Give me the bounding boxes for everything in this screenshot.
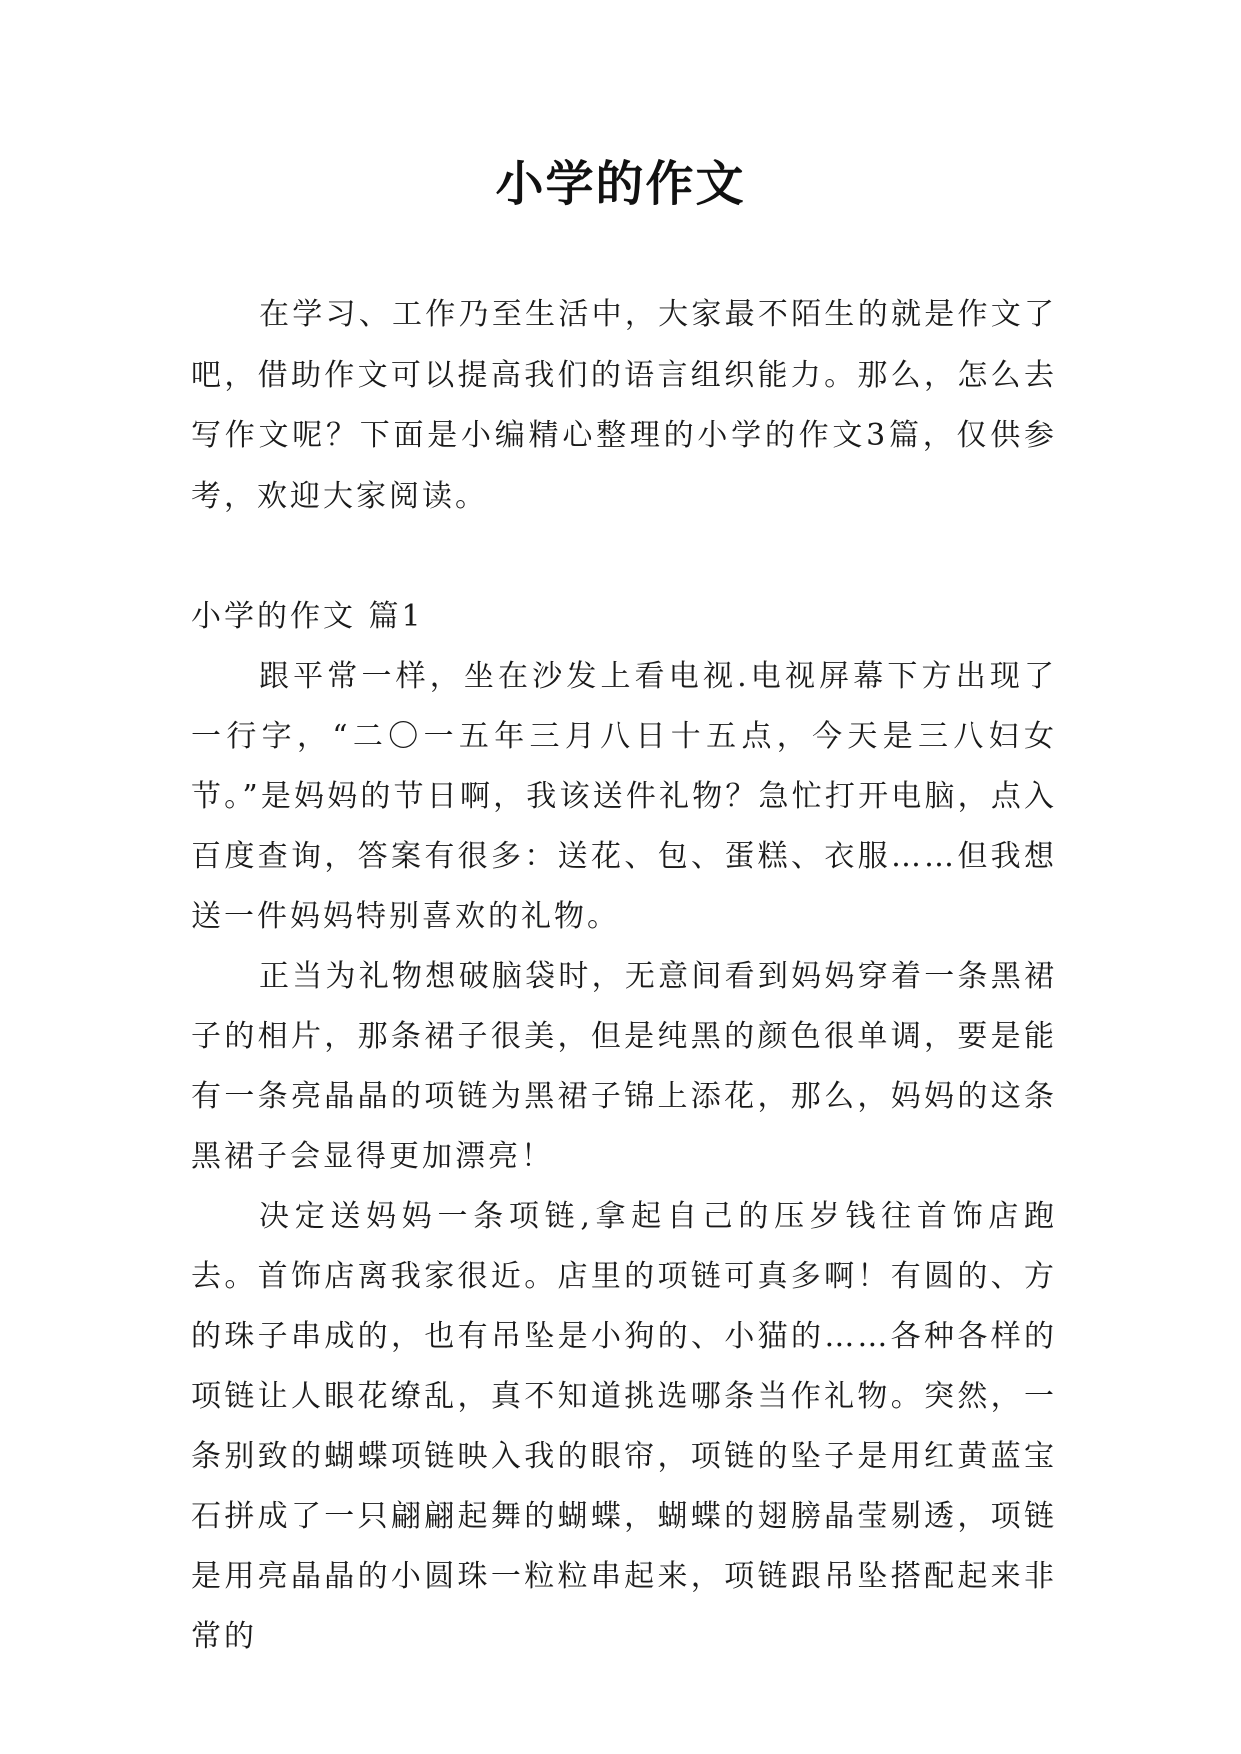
document-body <box>191 285 1057 1667</box>
body-paragraph-1: 跟平常一样，坐在沙发上看电视.电视屏幕下方出现了一行字，“二〇一五年三月八日十五点，今天是三八妇女节。”是妈妈的节日啊，我该送件礼物？急忙打开电脑，点入百度查询，答案有很多：送花、包、蛋糕、衣服……但我想送一件妈妈特别喜欢的礼物。 <box>191 659 1057 934</box>
body-paragraph-2: 正当为礼物想破脑袋时，无意间看到妈妈穿着一条黑裙子的相片，那条裙子很美，但是纯黑的颜色很单调，要是能有一条亮晶晶的项链为黑裙子锦上添花，那么，妈妈的这条黑裙子会显得更加漂亮！ <box>191 959 1057 1174</box>
section-heading: 小学的作文 篇1 <box>191 599 424 634</box>
document-title: 小学的作文 <box>495 156 746 212</box>
body-paragraph-3: 决定送妈妈一条项链,拿起自己的压岁钱往首饰店跑去。首饰店离我家很近。店里的项链可真多啊！有圆的、方的珠子串成的，也有吊坠是小狗的、小猫的……各种各样的项链让人眼花缭乱，真不知道挑选哪条当作礼物。突然，一条别致的蝴蝶项链映入我的眼帘，项链的坠子是用红黄蓝宝石拼成了一只翩翩起舞的蝴蝶，蝴蝶的翅膀晶莹剔透，项链是用亮晶晶的小圆珠一粒粒串起来，项链跟吊坠搭配起来非常的 <box>191 1199 1057 1654</box>
intro-paragraph: 在学习、工作乃至生活中，大家最不陌生的就是作文了吧，借助作文可以提高我们的语言组织能力。那么，怎么去写作文呢？下面是小编精心整理的小学的作文3篇，仅供参考，欢迎大家阅读。 <box>191 297 1057 514</box>
